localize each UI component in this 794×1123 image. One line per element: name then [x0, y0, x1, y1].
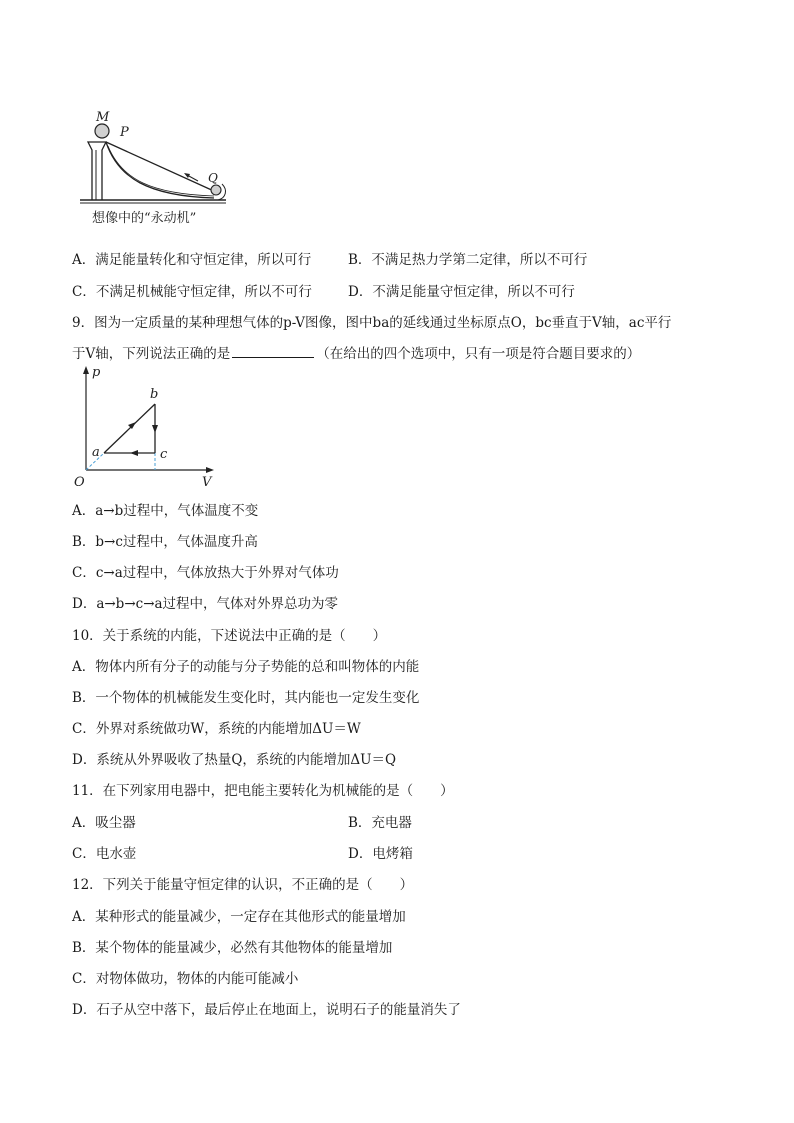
label-p: P — [120, 125, 129, 140]
label-p-axis: p — [92, 365, 101, 380]
q10-option-c: C．外界对系统做功W，系统的内能增加ΔU＝W — [72, 721, 361, 737]
q10-option-b: B．一个物体的机械能发生变化时，其内能也一定发生变化 — [72, 690, 420, 706]
q9-stem-line1: 9．图为一定质量的某种理想气体的p-V图像，图中ba的延线通过坐标原点O，bc垂直于V轴，ac平行 — [72, 315, 672, 331]
q9-option-c: C．c→a过程中，气体放热大于外界对气体功 — [72, 565, 339, 581]
q9-stem-pre: 于V轴，下列说法正确的是 — [72, 346, 231, 362]
q12-option-c: C．对物体做功，物体的内能可能减小 — [72, 971, 299, 987]
q11-option-b: B．充电器 — [348, 815, 412, 831]
label-q: Q — [208, 171, 218, 185]
q8-option-c: C．不满足机械能守恒定律，所以不可行 — [72, 284, 312, 300]
q9-option-b: B．b→c过程中，气体温度升高 — [72, 534, 258, 550]
figure-caption: 想像中的“永动机” — [92, 211, 197, 226]
label-b: b — [150, 387, 159, 402]
q9-option-d: D．a→b→c→a过程中，气体对外界总功为零 — [72, 596, 339, 612]
perpetual-motion-figure — [78, 108, 238, 228]
q9-stem-line2 — [72, 342, 640, 362]
q11-option-c: C．电水壶 — [72, 846, 137, 862]
q11-option-d: D．电烤箱 — [348, 846, 413, 862]
label-m: M — [96, 110, 110, 125]
q11-option-a: A．吸尘器 — [72, 815, 136, 831]
q10-option-d: D．系统从外界吸收了热量Q，系统的内能增加ΔU＝Q — [72, 752, 397, 768]
q9-option-a: A．a→b过程中，气体温度不变 — [72, 503, 259, 519]
q12-option-d: D．石子从空中落下，最后停止在地面上，说明石子的能量消失了 — [72, 1002, 461, 1018]
q10-stem: 10．关于系统的内能，下述说法中正确的是（ ） — [72, 628, 387, 644]
answer-blank[interactable] — [232, 345, 314, 358]
label-origin: O — [74, 475, 85, 490]
q8-option-b: B．不满足热力学第二定律，所以不可行 — [348, 252, 588, 268]
q9-stem-post: （在给出的四个选项中，只有一项是符合题目要求的） — [316, 346, 641, 362]
q10-option-a: A．物体内所有分子的动能与分子势能的总和叫物体的内能 — [72, 659, 420, 675]
label-v-axis: V — [202, 475, 212, 490]
label-a: a — [92, 445, 100, 460]
q8-option-d: D．不满足能量守恒定律，所以不可行 — [348, 284, 575, 300]
q12-option-b: B．某个物体的能量减少，必然有其他物体的能量增加 — [72, 940, 393, 956]
q11-stem: 11．在下列家用电器中，把电能主要转化为机械能的是（ ） — [72, 783, 454, 799]
pv-graph — [74, 364, 224, 488]
label-c: c — [160, 447, 168, 462]
q12-option-a: A．某种形式的能量减少，一定存在其他形式的能量增加 — [72, 909, 406, 925]
q12-stem: 12．下列关于能量守恒定律的认识，不正确的是（ ） — [72, 877, 414, 893]
q8-option-a: A．满足能量转化和守恒定律，所以可行 — [72, 252, 312, 268]
